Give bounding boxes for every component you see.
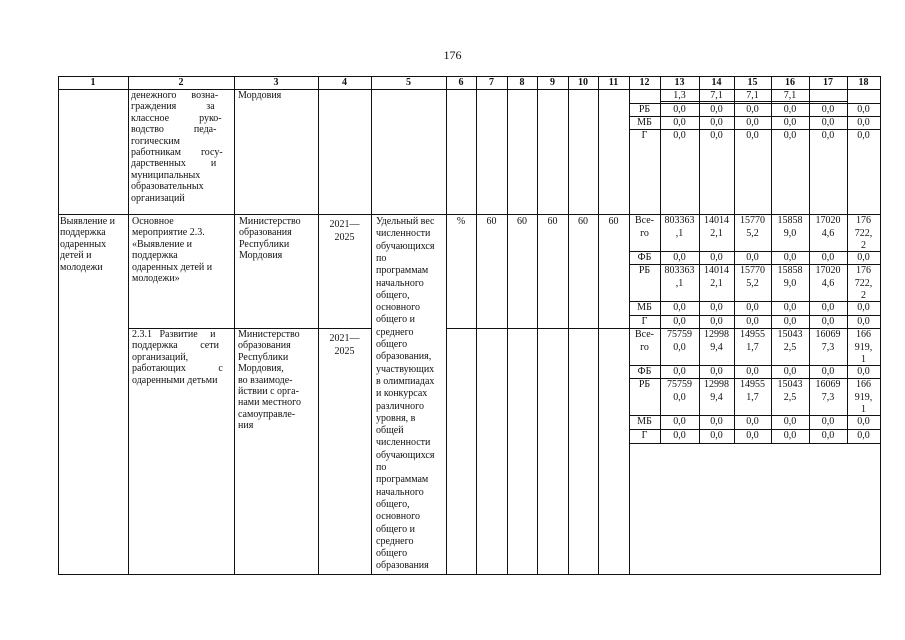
value-cell: 7,1 [710,90,723,101]
activity-text: дарственных и [131,158,217,170]
column-header-5: 5 [406,77,411,88]
value-cell: 176 [856,215,871,226]
value-cell: 2 [861,240,866,251]
task-text: детей и [60,250,92,262]
executor-text: Министерство [239,216,301,227]
value-cell: 1,7 [746,341,759,353]
value-cell: 4,6 [821,277,835,289]
value-cell: 166 [856,329,871,340]
indicator-text: начального [376,277,424,289]
value-cell: 0,0 [857,117,870,128]
value-cell: 2,1 [710,227,723,239]
value-cell: ,1 [675,277,684,289]
executor-text: Мордовия, [238,363,284,375]
column-header-7: 7 [489,77,494,88]
value-cell: 7,1 [746,90,759,101]
value-cell: 0,0 [857,104,870,115]
row-rule [446,214,629,215]
value-cell: 2,5 [783,391,797,403]
task-text: поддержка [60,227,106,239]
task-text: одаренных [60,238,107,250]
value-cell: 803363 [664,265,695,276]
activity-text: мероприятие 2.3. [132,227,205,239]
value-cell: 0,0 [783,117,797,128]
indicator-text: различного [376,400,424,412]
value-cell: 0,0 [783,416,797,427]
activity-text: граждения за [131,101,215,113]
column-rule-3 [318,76,319,574]
sub-row-rule [629,443,880,444]
column-header-2: 2 [178,77,184,88]
activity-text: молодежи» [132,273,180,284]
task-text: Выявление и [60,216,115,227]
indicator-text: по [376,462,387,473]
fund-source: го [640,227,649,239]
indicator-text: образования [376,560,429,572]
value-cell: 919, [854,391,873,403]
value-cell: 75759 [667,379,692,390]
indicator-text: численности [376,228,431,240]
indicator-text: программам [376,474,429,486]
indicator-text: общего [376,548,408,560]
activity-text: водство педа- [131,124,217,136]
indicator-text: образования, [376,351,432,363]
value-cell: 0,0 [857,302,870,313]
target-value: 60 [578,216,588,227]
value-cell: 0,0 [710,430,723,441]
value-cell: 12998 [704,329,729,340]
indicator-text: основного [376,511,420,523]
task-text: молодежи [60,261,103,273]
value-cell: 17020 [815,265,841,276]
value-cell: 722, [854,227,873,239]
indicator-text: программам [376,265,429,277]
executor-text: Мордовия [239,250,283,262]
column-header-3: 3 [273,77,279,88]
activity-text: образовательных [131,181,204,193]
value-cell: 0,0 [710,104,723,115]
value-cell: 0,0 [710,416,723,427]
column-header-11: 11 [608,77,619,88]
indicator-text: участвующих [376,363,435,375]
unit-text: % [456,216,466,227]
column-rule-6 [476,76,477,574]
target-value: 60 [486,216,497,227]
value-cell: 0,0 [746,416,759,427]
value-cell: 1 [861,354,866,365]
table-bottom-rule [58,574,881,575]
row-rule [371,214,446,215]
column-header-12: 12 [639,77,650,88]
value-cell: 17020 [815,215,841,226]
value-cell: 0,0 [673,302,686,313]
fund-source: Все- [635,215,654,226]
value-cell: 0,0 [857,430,870,441]
column-header-16: 16 [785,77,795,88]
indicator-text: общего и [376,523,415,535]
value-cell: 0,0 [857,416,870,427]
column-header-13: 13 [674,77,685,88]
value-cell: 15858 [777,265,803,276]
column-rule-2 [234,76,235,574]
executor-text: во взаимоде- [238,374,293,386]
value-cell: 0,0 [783,252,797,263]
period-text: 2021— [329,219,360,230]
value-cell: 9,0 [783,227,797,239]
executor-text: йствии с орга- [238,386,299,397]
value-cell: 0,0 [821,302,835,313]
fund-source: РБ [638,379,651,390]
indicator-text: среднего [376,326,414,338]
column-header-9: 9 [550,77,555,88]
value-cell: 0,0 [857,130,870,141]
value-cell: 16069 [815,329,841,340]
value-cell: 0,0 [746,430,759,441]
column-header-15: 15 [747,77,758,88]
activity-text: поддержка [132,250,178,262]
executor-text: самоуправле- [238,408,296,420]
value-cell: 2,1 [710,277,723,289]
column-rule-5 [446,76,447,574]
value-cell: 0,0 [821,430,835,441]
value-cell: 0,0 [746,366,759,377]
value-cell: 0,0 [857,366,870,377]
value-cell: 14955 [740,329,765,340]
indicator-text: численности [376,437,431,449]
value-cell: 0,0 [673,366,686,377]
value-cell: 1,3 [673,90,686,101]
value-cell: 0,0 [821,252,835,263]
fund-source: Г [641,130,648,141]
indicator-text: общей [376,425,404,437]
value-cell: 0,0 [673,117,686,128]
activity-text: муниципальных [131,169,201,181]
value-cell: 7,3 [821,391,835,403]
value-cell: 15043 [777,379,803,390]
indicator-text: по [376,252,387,264]
value-cell: 0,0 [783,130,797,141]
column-header-4: 4 [342,77,347,88]
activity-text: одаренными детьми [132,374,218,386]
value-cell: 803363 [664,215,695,226]
value-cell: 0,0 [710,252,723,263]
row-rule [58,214,318,215]
fund-source: ФБ [637,366,652,377]
activity-text: организаций, [132,351,189,363]
column-header-1: 1 [90,77,96,88]
value-cell: 0,0 [783,366,797,377]
value-cell: 0,0 [821,130,835,141]
value-cell: 722, [854,277,873,289]
value-cell: 15770 [740,215,765,226]
period-text: 2021— [329,333,360,344]
value-cell: 7,1 [783,90,797,101]
value-cell: 0,0 [710,302,723,313]
activity-text: работникам госу- [131,147,223,158]
value-cell: 0,0 [673,130,686,141]
period-text: 2025 [334,346,355,357]
executor-text: Республики [239,238,290,250]
value-cell: 0,0 [857,316,870,327]
value-cell: 1,7 [746,391,759,403]
indicator-text: обучающихся [376,240,435,252]
column-header-18: 18 [858,77,869,88]
activity-text: «Выявление и [132,238,192,250]
value-cell: 0,0 [783,104,797,115]
indicator-text: и конкурсах [376,388,428,400]
activity-text: Основное [132,216,174,227]
value-cell: 0,0 [710,316,723,327]
row-rule [318,214,371,215]
fund-source: Г [641,430,648,441]
value-cell: 0,0 [821,316,835,327]
fund-source: МБ [637,302,652,313]
value-cell: 0,0 [673,341,686,353]
fund-source: ФБ [637,252,652,263]
value-cell: 0,0 [746,316,759,327]
column-header-17: 17 [823,77,833,88]
value-cell: 0,0 [783,302,797,313]
fund-source: го [640,341,649,353]
value-cell: 16069 [815,379,841,390]
value-cell: 166 [856,379,871,390]
activity-text: организаций [131,192,185,204]
column-rule-8 [537,76,538,574]
value-cell: 7,3 [821,341,835,353]
period-text: 2025 [334,232,355,243]
fund-source: РБ [638,265,651,276]
activity-text: работающих с [132,363,223,375]
value-cell: 0,0 [710,130,723,141]
value-cell: 176 [856,265,871,276]
column-rule-right [880,443,881,574]
value-cell: 12998 [704,379,729,390]
page-number: 176 [443,48,462,62]
activity-text: денежного возна- [131,90,219,101]
fund-source: Все- [635,329,654,340]
value-cell: 0,0 [821,366,835,377]
value-cell: 5,2 [746,227,759,239]
column-header-14: 14 [711,77,722,88]
executor-text: образования [239,227,292,239]
value-cell: 0,0 [783,430,797,441]
executor-text: Республики [238,351,289,363]
target-value: 60 [517,216,527,227]
indicator-text: основного [376,302,420,314]
value-cell: 0,0 [673,104,686,115]
executor-text: нами местного [238,397,301,409]
fund-source: МБ [637,117,652,128]
executor-text: образования [238,340,291,352]
value-cell: 0,0 [673,430,686,441]
executor-text: Мордовия [238,90,282,101]
fund-source: Г [641,316,648,327]
indicator-text: обучающихся [376,449,435,461]
value-cell: 14955 [740,379,765,390]
value-cell: 2,5 [783,341,797,353]
column-header-8: 8 [519,77,525,88]
indicator-text: общего [376,339,408,350]
value-cell: 0,0 [746,130,759,141]
value-cell: 2 [861,290,866,301]
value-cell: 9,4 [710,341,723,353]
column-header-6: 6 [458,77,464,88]
value-cell: 9,0 [783,277,797,289]
activity-text: 2.3.1 Развитие и [132,329,216,340]
indicator-text: общего и [376,314,415,326]
value-cell: 75759 [667,329,692,340]
value-cell: 9,4 [710,391,723,403]
executor-text: Министерство [238,329,300,340]
activity-text: классное руко- [131,112,222,124]
value-cell: 0,0 [746,302,759,313]
value-cell: 15858 [777,215,803,226]
activity-text: поддержка сети [132,340,219,352]
value-cell: 0,0 [783,316,797,327]
fund-source: МБ [637,416,652,427]
activity-text: гогическим [131,135,180,147]
value-cell: 919, [854,341,873,353]
column-rule-7 [507,76,508,574]
value-cell: 0,0 [710,366,723,377]
column-rule-1 [128,76,129,574]
column-header-10: 10 [578,77,588,88]
value-cell: 0,0 [673,316,686,327]
value-cell: 0,0 [746,104,759,115]
indicator-text: общего, [376,498,410,510]
column-rule-9 [568,76,569,574]
indicator-text: общего, [376,289,410,301]
value-cell: 14014 [704,265,729,276]
value-cell: 0,0 [673,252,686,263]
value-cell: 0,0 [673,391,686,403]
indicator-text: в олимпиадах [376,375,435,387]
value-cell: 15043 [777,329,803,340]
indicator-text: начального [376,486,424,498]
fund-source: РБ [638,104,651,115]
value-cell: 0,0 [821,117,835,128]
value-cell: 4,6 [821,227,835,239]
value-cell: 0,0 [673,416,686,427]
column-rule-0 [58,76,59,574]
value-cell: 0,0 [710,117,723,128]
value-cell: 0,0 [857,252,870,263]
value-cell: 0,0 [746,117,759,128]
value-cell: 0,0 [746,252,759,263]
value-cell: 15770 [740,265,765,276]
value-cell: ,1 [675,227,684,239]
executor-text: ния [238,420,254,432]
column-rule-10 [598,76,599,574]
activity-text: одаренных детей и [132,261,213,273]
column-rule-4 [371,76,372,574]
column-rule-18 [880,76,881,443]
indicator-text: среднего [376,535,414,547]
value-cell: 14014 [704,215,729,226]
target-value: 60 [608,216,619,227]
value-cell: 5,2 [746,277,759,289]
value-cell: 0,0 [821,416,835,427]
value-cell: 1 [861,404,866,415]
row-rule [446,328,629,329]
indicator-text: уровня, в [376,412,416,424]
target-value: 60 [547,216,558,227]
indicator-text: Удельный вес [376,216,435,227]
value-cell: 0,0 [821,104,835,115]
